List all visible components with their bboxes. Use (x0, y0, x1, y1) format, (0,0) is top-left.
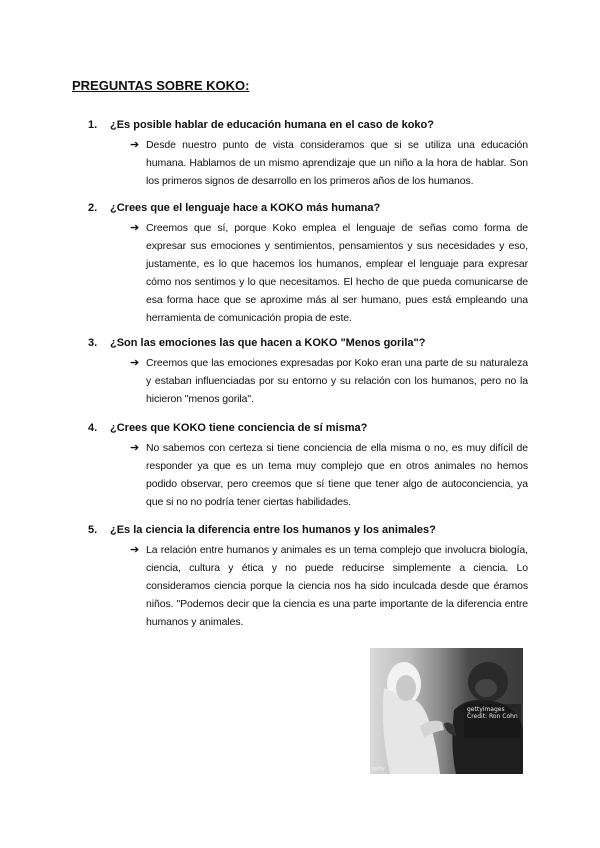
koko-photo (370, 648, 523, 774)
question-5 (88, 523, 528, 631)
answer-text: Creemos que sí, porque Koko emplea el lenguaje de señas como forma de expresar sus emociones y sentimientos, pensamientos y sus necesidades y eso, justamente, es lo que hacemos los humanos, emplear el lenguaje para expresar cómo nos sentimos y lo que necesitamos. El hecho de que pueda comunicarse de esa forma hace que se aproxime más al ser humano, pues está empleando una herramienta de comunicación propia de este. (146, 222, 528, 324)
question-text: ¿Es la ciencia la diferencia entre los humanos y los animales? (110, 524, 436, 536)
arrow-icon: ➔ (130, 139, 140, 151)
answer-text: No sabemos con certeza si tiene conciencia de ella misma o no, es muy difícil de responder ya que es un tema muy complejo que en otros animales no hemos podido observar, pero creemos que sí tiene que tener algo de autoconciencia, ya que si no no podría tener ciertas habilidades. (146, 442, 528, 508)
question-2 (88, 201, 528, 327)
question-1 (88, 118, 528, 190)
photo-watermark: gettyimages Credit: Ron Cohn (464, 704, 521, 738)
page-title: PREGUNTAS SOBRE KOKO: (72, 78, 250, 93)
question-4 (88, 421, 528, 511)
photo-credit: getty (372, 766, 386, 772)
question-text: ¿Crees que KOKO tiene conciencia de sí misma? (110, 422, 368, 434)
question-number: 4. (88, 422, 98, 434)
question-number: 2. (88, 202, 98, 214)
answer-text: La relación entre humanos y animales es un tema complejo que involucra biología, ciencia, cultura y ética y no puede reducirse simplemente a ciencia. Lo consideramos ciencia porque la ciencia nos ha sido inculcada desde que éramos niños. "Podemos decir que la ciencia es una parte importante de la diferencia entre humanos y animales. (146, 544, 528, 628)
question-text: ¿Son las emociones las que hacen a KOKO "Menos gorila"? (110, 337, 426, 349)
question-number: 1. (88, 119, 98, 131)
arrow-icon: ➔ (130, 222, 140, 234)
arrow-icon: ➔ (130, 357, 140, 369)
answer-text: Desde nuestro punto de vista consideramos que si se utiliza una educación humana. Hablamos de un mismo aprendizaje que un niño a la hora de hablar. Son los primeros signos de desarrollo en los primeros años de los humanos. (146, 139, 528, 187)
question-3 (88, 336, 528, 408)
question-text: ¿Crees que el lenguaje hace a KOKO más humana? (110, 202, 381, 214)
arrow-icon: ➔ (130, 442, 140, 454)
arrow-icon: ➔ (130, 544, 140, 556)
answer-text: Creemos que las emociones expresadas por Koko eran una parte de su naturaleza y estaban influenciadas por su entorno y su relación con los humanos, pero no la hicieron "menos gorila". (146, 357, 528, 405)
question-number: 5. (88, 524, 98, 536)
question-number: 3. (88, 337, 98, 349)
question-text: ¿Es posible hablar de educación humana en el caso de koko? (110, 119, 434, 131)
